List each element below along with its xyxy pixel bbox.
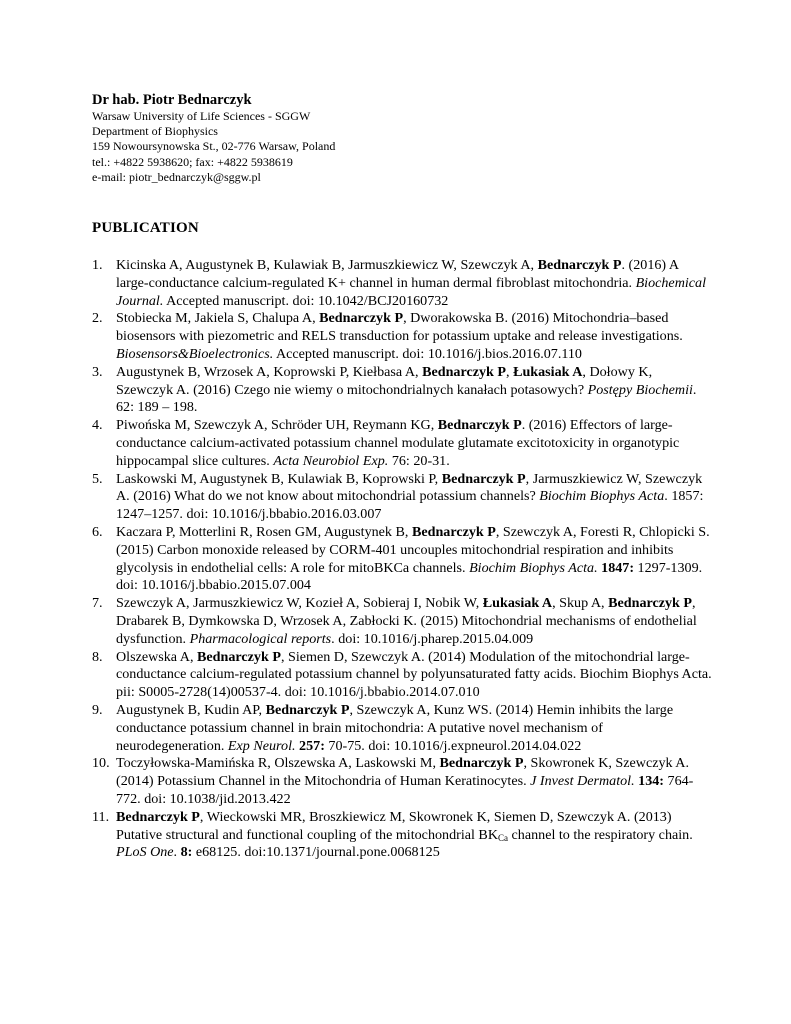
citation-text: Accepted manuscript. doi: 10.1016/j.bios.2016.07.110 (273, 346, 582, 362)
citation-text: Laskowski M, Augustynek B, Kulawiak B, Koprowski P, (116, 470, 442, 487)
journal-title: Biochim Biophys Acta. (469, 559, 598, 576)
publication-list (92, 257, 712, 862)
journal-title: Biosensors&Bioelectronics. (116, 346, 274, 362)
citation-text: . (2016) Effectors of large-conductance calcium-activated potassium channel modulate glutamate excitotoxicity in organotypic hippocampal slice cultures. (116, 417, 680, 469)
section-title: PUBLICATION (92, 220, 199, 237)
citation-text: . (2016) A large-conductance calcium-regulated K+ channel in human dermal fibroblast mitochondria. (116, 257, 679, 291)
publication-number: 4. (92, 417, 103, 434)
citation-text: 70-75. doi: 10.1016/j.expneurol.2014.04.022 (324, 737, 582, 754)
citation-text: Piwońska M, Szewczyk A, Schröder UH, Reymann KG, (116, 417, 438, 434)
citation-text: , Wieckowski MR, Broszkiewicz M, Skowronek K, Siemen D, Szewczyk A. (2013) Putative structural and functional coupling of the mitochondrial BK (116, 808, 672, 843)
citation-text: 764-772. doi: 10.1038/jid.2013.422 (116, 773, 694, 807)
bold-text: Bednarczyk P (439, 755, 524, 772)
publication-number: 10. (92, 755, 110, 772)
citation-text: . 1857: 1247–1257. doi: 10.1016/j.bbabio.2016.03.007 (116, 488, 704, 523)
citation-text: , (506, 363, 514, 380)
citation-text: , Szewczyk A, Kunz WS. (2014) Hemin inhibits the large conductance potassium channel in brain mitochondria: A putative novel mechanism of neurodegeneration. (116, 701, 674, 754)
citation-text: , Skowronek K, Szewczyk A. (2014) Potassium Channel in the Mitochondria of Human Keratinocytes. (116, 755, 690, 790)
bold-text: 134: (638, 773, 664, 790)
publication-number: 11. (92, 808, 110, 825)
contact-block (92, 92, 712, 185)
citation-text: 76: 20-31. (388, 452, 450, 469)
citation-text: Augustynek B, Wrzosek A, Koprowski P, Kiełbasa A, (116, 363, 423, 380)
publication-item (92, 257, 712, 310)
citation-text: 1297-1309. doi: 10.1016/j.bbabio.2015.07.004 (116, 559, 703, 594)
journal-title: J Invest Dermatol. (530, 773, 635, 790)
bold-text: Bednarczyk P (437, 417, 522, 434)
university-line: Warsaw University of Life Sciences - SGGW (92, 109, 311, 123)
journal-title: Exp Neurol. (227, 737, 296, 754)
publication-number: 6. (92, 523, 103, 540)
publication-item (92, 471, 712, 524)
bold-text: Bednarczyk P (608, 595, 693, 612)
journal-title: Biochemical Journal. (116, 274, 707, 309)
citation-text: Kaczara P, Motterlini R, Rosen GM, Augustynek B, (116, 523, 412, 540)
citation-text: Kicinska A, Augustynek B, Kulawiak B, Jarmuszkiewicz W, Szewczyk A, (116, 257, 538, 274)
bold-text: Bednarczyk P (197, 648, 281, 665)
citation-text: channel to the respiratory chain. (508, 826, 693, 843)
citation-text: , Jarmuszkiewicz W, Szewczyk A. (2016) What do we not know about mitochondrial potassium channels? (116, 470, 703, 505)
citation-text: Szewczyk A, Jarmuszkiewicz W, Kozieł A, Sobieraj I, Nobik W, (116, 595, 483, 612)
publication-item (92, 649, 712, 702)
publication-number: 9. (92, 701, 103, 718)
email-line: e-mail: piotr_bednarczyk@sggw.pl (92, 169, 261, 184)
bold-text: Bednarczyk P (116, 808, 200, 825)
citation-text: . (173, 844, 181, 861)
publication-item (92, 310, 712, 363)
citation-text: , Siemen D, Szewczyk A. (2014) Modulation of the mitochondrial large-conductance calcium-regulated potassium channel by polyunsaturated fatty acids. Biochim Biophys Acta. pii: S0005-2728(14)00537-4. doi: 10.1016/j.bbabio.2014.07.010 (116, 648, 712, 701)
citation-text: Olszewska A, (116, 648, 198, 665)
publication-number: 8. (92, 648, 103, 665)
publication-item (92, 364, 712, 417)
bold-text: Bednarczyk P (537, 257, 622, 274)
journal-title: Acta Neurobiol Exp. (273, 452, 389, 469)
publication-number: 1. (92, 257, 103, 274)
citation-text: e68125. doi:10.1371/journal.pone.0068125 (192, 844, 440, 861)
citation-text: Augustynek B, Kudin AP, (116, 701, 266, 718)
citation-text: , Drabarek B, Dymkowska D, Wrzosek A, Zabłocki K. (2015) Mitochondrial mechanisms of endothelial dysfunction. (116, 595, 697, 647)
document-page (92, 92, 712, 862)
bold-text: 257: (299, 737, 325, 754)
citation-text: , Dworakowska B. (2016) Mitochondria–based biosensors with piezometric and RELS transduction for potassium uptake and release investigations. (116, 310, 683, 345)
publication-item (92, 702, 712, 755)
citation-text: Stobiecka M, Jakiela S, Chalupa A, (116, 310, 320, 327)
citation-text: , Dołowy K, Szewczyk A. (2016) Czego nie wiemy o mitochondrialnych kanałach potasowych? (116, 363, 653, 398)
publication-item (92, 524, 712, 595)
bold-text: 8: (180, 844, 193, 861)
bold-text: Bednarczyk P (265, 701, 350, 718)
publication-item (92, 755, 712, 808)
author-name: Dr hab. Piotr Bednarczyk (92, 92, 252, 108)
publication-item (92, 809, 712, 862)
bold-text: Łukasiak A (482, 595, 553, 612)
bold-text: 1847: (601, 559, 635, 576)
publication-number: 3. (92, 363, 103, 380)
citation-text: . 62: 189 – 198. (116, 381, 697, 416)
publication-number: 5. (92, 470, 103, 487)
bold-text: Bednarczyk P (441, 470, 526, 487)
journal-title: Biochim Biophys Acta (539, 488, 665, 505)
citation-text: , Szewczyk A, Foresti R, Chlopicki S. (2015) Carbon monoxide released by CORM-401 uncouples mitochondrial respiration and inhibits glycolysis in endothelial cells: A role for mitoBKCa channels. (116, 523, 710, 576)
phone-fax-line: tel.: +4822 5938620; fax: +4822 5938619 (92, 154, 293, 169)
subscript-text: Ca (498, 832, 509, 843)
publication-number: 7. (92, 595, 103, 612)
publication-item (92, 417, 712, 470)
journal-title: Pharmacological reports (189, 630, 332, 647)
publication-number: 2. (92, 310, 103, 327)
bold-text: Bednarczyk P (411, 523, 496, 540)
address-line: 159 Nowoursynowska St., 02-776 Warsaw, Poland (92, 139, 336, 154)
publication-item (92, 595, 712, 648)
bold-text: Łukasiak A (513, 363, 583, 380)
citation-text: . doi: 10.1016/j.pharep.2015.04.009 (331, 630, 534, 647)
citation-text: Accepted manuscript. doi: 10.1042/BCJ20160732 (163, 292, 449, 309)
journal-title: Postępy Biochemii (587, 381, 693, 398)
bold-text: Bednarczyk P (319, 310, 404, 327)
department-line: Department of Biophysics (92, 124, 218, 139)
journal-title: PLoS One (116, 844, 174, 861)
citation-text: , Skup A, (552, 595, 609, 612)
citation-text: Toczyłowska-Mamińska R, Olszewska A, Laskowski M, (116, 755, 440, 772)
bold-text: Bednarczyk P (422, 363, 507, 380)
